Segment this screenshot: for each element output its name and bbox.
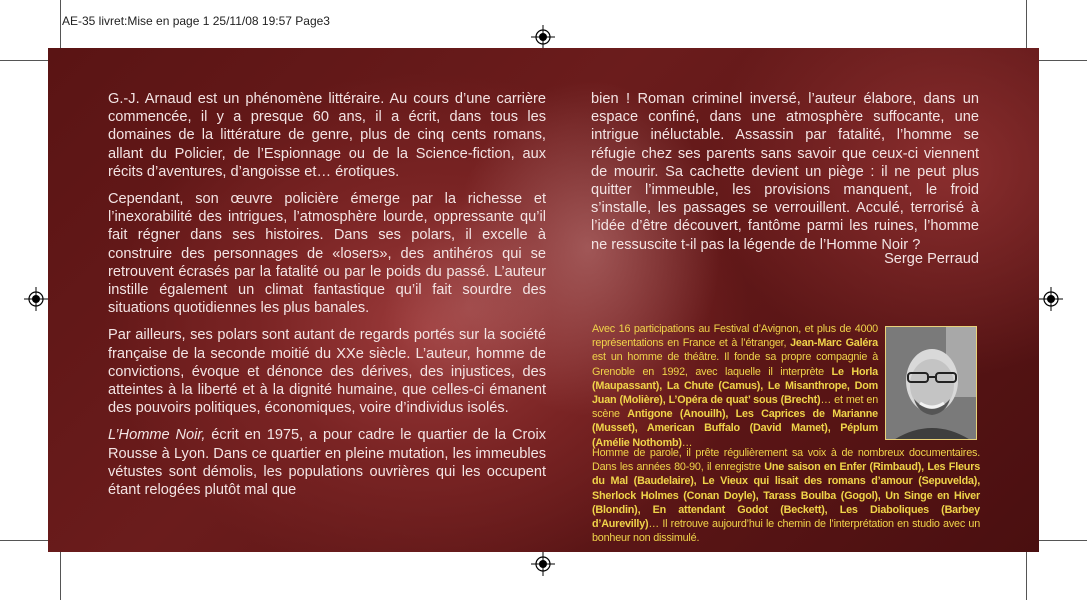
bio-text: … et met en scène [592, 394, 878, 421]
paragraph: G.-J. Arnaud est un phénomène littéraire. Au cours d’une carrière commencée, il y a presque 60 ans, il a écrit, dans tous les domaines de la littérature de genre, plus de cinq cents romans, allant du Policier, de l’Espionnage ou de la Science-fiction, aux récits d’aventures, d’angoisse et… érotiques. [108, 91, 546, 180]
book-title: L’Homme Noir, [108, 427, 206, 444]
registration-mark-icon [531, 552, 555, 576]
print-slug: AE-35 livret:Mise en page 1 25/11/08 19:57 Page3 [62, 14, 330, 28]
crop-mark [1039, 540, 1087, 541]
paragraph: Cependant, son œuvre policière émerge par la richesse et l’inexorabilité des intrigues, l’atmosphère lourde, oppressante qu’il fait régner dans ses histoires. Dans ses polars, il excelle à construire des personnages de «losers», des antihéros qui se retrouvent écrasés par la fatalité ou par le poids du passé. L’auteur instille également un climat fantastique qu’il fait sourdre des situations quotidiennes les plus banales. [108, 191, 546, 317]
paragraph: Par ailleurs, ses polars sont autant de regards portés sur la société française de la seconde moitié du XXe siècle. L’auteur, homme de convictions, évoque et dénonce des dérives, des injustices, des atteintes à la liberté et à la dignité humaine, que celles-ci émanent des pouvoirs politiques, économiques, voire d’individus isolés. [108, 327, 546, 417]
crop-mark [1026, 0, 1027, 48]
bio-highlight: Antigone (Anouilh), Les Caprices de Marianne (Musset), American Buffalo (David Mamet), Péplum (Amélie Nothomb) [592, 408, 878, 449]
portrait-image-icon [886, 327, 977, 440]
crop-mark [60, 552, 61, 600]
bio-text: est un homme de théâtre. Il fonde sa propre compagnie à Grenoble en 1992, avec laquelle il interprète [592, 351, 878, 378]
booklet-spread [48, 48, 1039, 552]
crop-mark [0, 60, 48, 61]
left-column [108, 90, 546, 508]
registration-mark-icon [1039, 287, 1063, 311]
right-column [591, 90, 979, 254]
registration-mark-icon [24, 287, 48, 311]
paragraph-text: écrit en 1975, a pour cadre le quartier de la Croix Rousse à Lyon. Dans ce quartier en pleine mutation, les immeubles vétustes sont démolis, les populations ouvrières qui les occupent étant relogées plutôt mal que [108, 427, 547, 499]
author-signature: Serge Perraud [884, 251, 979, 267]
paragraph [108, 426, 546, 499]
bio-text: … [681, 436, 693, 449]
crop-mark [0, 540, 48, 541]
bio-highlight: Le Horla (Maupassant), La Chute (Camus), Le Misanthrope, Dom Juan (Molière), L’Opéra de quat’ sous (Brecht) [592, 365, 878, 407]
bio-paragraph [592, 322, 878, 450]
paragraph: bien ! Roman criminel inversé, l’auteur élabore, dans un espace confiné, dans une atmosphère suffocante, une intrigue inéluctable. Assassin par fatalité, l’homme se réfugie chez ses parents sans savoir que ceux-ci viennent de mourir. Sa cachette devient un piège : il ne peut plus quitter l’immeuble, les provisions manquent, le froid s’installe, les passages se verrouillent. Acculé, terrorisé à l’idée d’être découvert, fantôme parmi les ruines, l’homme ne ressuscite t-il pas la légende de l’Homme Noir ? [591, 91, 979, 253]
bio-text: Homme de parole, il prête régulièrement sa voix à de nombreux documentaires. Dans les années 80-90, il enregistre [592, 447, 980, 474]
bio-highlight: Jean-Marc Galéra [790, 337, 878, 350]
bio-text: Avec 16 participations au Festival d’Avignon, et plus de 4000 représentations en France et à l’étranger, [592, 323, 878, 350]
crop-mark [1026, 552, 1027, 600]
actor-portrait [885, 326, 977, 440]
crop-mark [60, 0, 61, 48]
bio-paragraph [592, 446, 980, 545]
bio-text: … Il retrouve aujourd’hui le chemin de l’interprétation en studio avec un bonheur non dissimulé. [592, 518, 980, 545]
registration-mark-icon [531, 25, 555, 49]
crop-mark [1039, 60, 1087, 61]
bio-highlight: Une saison en Enfer (Rimbaud), Les Fleurs du Mal (Baudelaire), Le Vieux qui lisait des romans d’amour (Sepuvelda), Sherlock Holmes (Conan Doyle), Tarass Boulba (Gogol), Un Singe en Hiver (Blondin), En attendant Godot (Beckett), Les Diaboliques (Barbey d’Aurevilly) [592, 461, 980, 531]
